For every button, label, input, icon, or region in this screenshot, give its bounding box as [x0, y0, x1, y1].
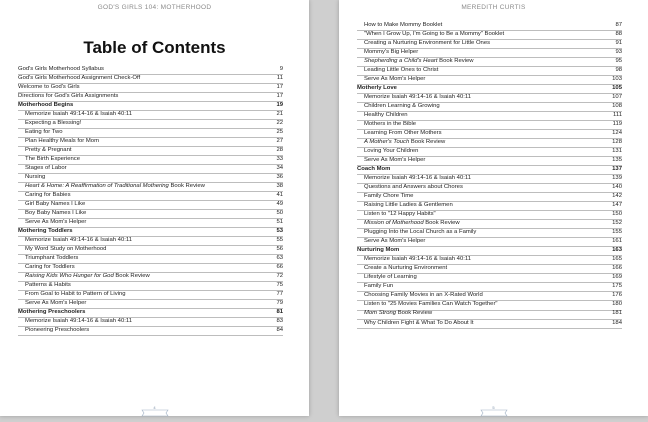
toc-entry-text: Serve As Mom's Helper: [25, 300, 87, 307]
toc-entry-title: [364, 57, 474, 66]
toc-entry-title: [364, 291, 483, 300]
toc-entry-text: Creating a Nurturing Environment for Little Ones: [364, 40, 491, 47]
toc-entry-text: Why Children Fight & What To Do About It: [364, 319, 474, 326]
toc-entry-text: Motherly Love: [357, 85, 397, 92]
toc-entry-page: 51: [276, 219, 283, 226]
toc-entry-text: Memorize Isaiah 49:14-16 & Isaiah 40:11: [364, 175, 471, 182]
toc-entry-text: Memorize Isaiah 49:14-16 & Isaiah 40:11: [364, 256, 471, 263]
toc-entry-title: [364, 93, 471, 102]
toc-entry-title: [357, 165, 390, 174]
toc-entry-text: Memorize Isaiah 49:14-16 & Isaiah 40:11: [364, 94, 471, 101]
toc-entry-title: [18, 227, 73, 236]
toc-entry-text: Questions and Answers about Chores: [364, 184, 463, 191]
toc-entry-page: 88: [615, 31, 622, 37]
toc-entry-text: Healthy Children: [364, 112, 408, 119]
toc-entry-title: [364, 30, 504, 39]
toc-entry-text: Mommy's Big Helper: [364, 49, 419, 56]
toc-entry-title: [364, 156, 425, 165]
toc-entry-title: [25, 272, 150, 281]
toc-entry-title: [364, 66, 438, 75]
toc-entry-page: 108: [612, 103, 622, 110]
toc-entry-title: [25, 281, 71, 290]
toc-entry-title: [364, 75, 425, 84]
right-page: [339, 0, 648, 416]
toc-entry-title: [25, 128, 63, 137]
toc-entry-text: Girl Baby Names I Like: [25, 201, 86, 208]
toc-entry-title: [25, 236, 132, 245]
toc-entry-text: Serve As Mom's Helper: [25, 219, 87, 226]
toc-entry-page: 176: [612, 292, 622, 299]
toc-entry-page: 95: [615, 58, 622, 65]
toc-entry-text: The Birth Experience: [25, 156, 81, 163]
toc-entry-text: Caring for Babies: [25, 192, 71, 199]
toc-entry-title: [364, 174, 471, 183]
toc-entry-page: 49: [276, 201, 283, 208]
toc-entry-title: [364, 120, 416, 129]
toc-entry-text: Choosing Family Movies in an X-Rated World: [364, 292, 483, 299]
toc-entry-text: Book Review: [168, 183, 205, 190]
toc-entry-page: 142: [612, 193, 622, 200]
toc-entry-page: 135: [612, 157, 622, 164]
toc-entry-text: Expecting a Blessing!: [25, 120, 82, 127]
toc-entry-text: Welcome to God's Girls: [18, 84, 80, 91]
toc-entry-page: 9: [279, 65, 283, 72]
toc-entry-page: 81: [276, 309, 283, 316]
toc-entry-text: Family Fun: [364, 283, 394, 290]
toc-entry-title: [364, 138, 445, 147]
toc-entry-title: [25, 209, 86, 218]
toc-entry-text: Memorize Isaiah 49:14-16 & Isaiah 40:11: [25, 237, 132, 244]
toc-entry-text: Mothers in the Bible: [364, 121, 417, 128]
toc-entry-text: Book Review: [396, 310, 433, 317]
toc-entry-text: Mothering Toddlers: [18, 228, 73, 235]
toc-entry-page: 161: [612, 238, 622, 245]
toc-entry-text: Plan Healthy Meals for Mom: [25, 138, 99, 145]
toc-entry-title: [364, 102, 440, 111]
toc-entry-text: Directions for God's Girls Assignments: [18, 93, 119, 100]
running-head: MEREDITH CURTIS: [461, 4, 526, 11]
toc-entry-text: Family Chore Time: [364, 193, 414, 200]
toc-entry-page: 38: [276, 183, 283, 190]
toc-entry-page: 165: [612, 256, 622, 263]
toc-entry-text: Loving Your Children: [364, 148, 419, 155]
toc-entry-title: [18, 83, 80, 92]
toc-entry-page: 66: [276, 264, 283, 271]
toc-entry-title: [364, 219, 460, 228]
toc-entry-page: 83: [276, 318, 283, 325]
toc-entry-page: 27: [276, 138, 283, 145]
toc-entry-page: 56: [276, 246, 283, 253]
toc-entry-page: 17: [276, 84, 283, 91]
toc-entry-title: [364, 282, 393, 291]
toc-entry-title: [25, 326, 89, 335]
toc-entry-title: [25, 245, 106, 254]
toc-entry-page: 105: [612, 85, 622, 92]
toc-entry-text: My Word Study on Motherhood: [25, 246, 107, 253]
toc-entry-text: Mothering Preschoolers: [18, 309, 86, 316]
toc-entry-page: 175: [612, 283, 622, 290]
toc-entry-title: [25, 317, 132, 326]
toc-entry-text: Create a Nurturing Environment: [364, 265, 448, 272]
toc-entry-page: 107: [612, 94, 622, 101]
toc-entry-title: [364, 111, 408, 120]
toc-entry-text: Mom Strong: [364, 310, 397, 317]
toc-entry-text: Serve As Mom's Helper: [364, 157, 426, 164]
toc-entry-page: 103: [612, 76, 622, 83]
toc-entry-title: [25, 119, 81, 128]
toc-entry-text: Book Review: [409, 139, 446, 146]
toc-entry-page: 50: [276, 210, 283, 217]
toc-entry-text: "When I Grow Up, I'm Going to Be a Mommy" Booklet: [364, 31, 505, 37]
toc-entry-title: [25, 191, 71, 200]
toc-entry-text: Shepherding a Child's Heart: [364, 58, 438, 65]
toc-entry-page: 163: [612, 247, 622, 254]
toc-entry-text: Lifestyle of Learning: [364, 274, 417, 281]
toc-entry-text: Eating for Two: [25, 129, 63, 136]
toc-entry-text: Triumphant Toddlers: [25, 255, 79, 262]
toc-entry: [357, 320, 622, 329]
toc-entry-page: 166: [612, 265, 622, 272]
toc-entry-page: 140: [612, 184, 622, 191]
toc-entry-text: Book Review: [423, 220, 460, 227]
toc-entry-page: 33: [276, 156, 283, 163]
toc-entry-text: Pretty & Pregnant: [25, 147, 72, 154]
toc-entry-title: [364, 255, 471, 264]
page-number: 5: [492, 405, 495, 410]
toc-entry-title: [364, 273, 417, 282]
toc-entry-text: Listen to "25 Movies Families Can Watch Together": [364, 301, 498, 308]
toc-entry-text: A Mother's Touch: [364, 139, 410, 146]
toc-entry-page: 180: [612, 301, 622, 308]
toc-entry-page: 53: [276, 228, 283, 235]
toc-entry-text: Nursing: [25, 174, 46, 181]
toc-entry-title: [18, 308, 85, 317]
toc-entry-title: [364, 192, 413, 201]
toc-entry-title: [25, 254, 78, 263]
toc-entry-title: [25, 290, 126, 299]
toc-entry-title: [18, 92, 118, 101]
toc-entry-text: Book Review: [437, 58, 474, 65]
toc-entry-text: Heart & Home: A Reaffirmation of Traditional Mothering: [25, 183, 169, 190]
left-page: [0, 0, 309, 416]
toc-entry-page: 128: [612, 139, 622, 146]
toc-entry-page: 119: [612, 121, 622, 128]
toc-entry-page: 98: [615, 67, 622, 74]
toc-entry-page: 77: [276, 291, 283, 298]
toc-entry-title: [364, 129, 442, 138]
toc-entry-title: [25, 110, 132, 119]
toc-entry-title: [25, 200, 85, 209]
toc-entry-text: Children Learning & Growing: [364, 103, 440, 110]
toc-entry: [357, 274, 622, 283]
toc-entry-title: [25, 155, 80, 164]
toc-entry-text: Plugging Into the Local Church as a Family: [364, 229, 477, 236]
page-number: 4: [153, 405, 156, 410]
toc-entry-title: [25, 299, 86, 308]
toc-entry-text: Book Review: [113, 273, 150, 280]
toc-entry-title: [357, 246, 399, 255]
toc-entry-text: Leading Little Ones to Christ: [364, 67, 439, 74]
toc-entry: [357, 157, 622, 166]
toc-entry-text: God's Girls Motherhood Syllabus: [18, 65, 104, 72]
toc-entry-page: 131: [612, 148, 622, 155]
toc-entry-page: 75: [276, 282, 283, 289]
toc-entry-page: 124: [612, 130, 622, 137]
toc-entry-title: [25, 218, 86, 227]
toc-entry-page: 72: [276, 273, 283, 280]
toc-entry: [18, 165, 283, 174]
page-title: Table of Contents: [83, 38, 226, 57]
toc-entry-text: Coach Mom: [357, 166, 391, 173]
toc-entry-text: Memorize Isaiah 49:14-16 & Isaiah 40:11: [25, 111, 132, 118]
toc-entry-page: 55: [276, 237, 283, 244]
toc-entry-title: [364, 201, 453, 210]
toc-entry-title: [25, 173, 45, 182]
toc-entry-text: Listen to "12 Happy Habits": [364, 211, 436, 218]
toc-entry-page: 19: [276, 102, 283, 109]
toc-entry-page: 87: [615, 21, 622, 28]
toc-entry-title: [25, 146, 72, 155]
toc-entry-page: 91: [615, 40, 622, 47]
toc-entry-text: Memorize Isaiah 49:14-16 & Isaiah 40:11: [25, 318, 132, 325]
toc-entry-page: 181: [612, 310, 622, 317]
toc-entry-page: 17: [276, 93, 283, 100]
toc-entry-title: [364, 264, 447, 273]
toc-entry-page: 36: [276, 174, 283, 181]
toc-entry-title: [25, 137, 99, 146]
toc-entry-text: Raising Little Ladies & Gentlemen: [364, 202, 453, 209]
toc-entry-text: Mission of Motherhood: [364, 220, 424, 227]
toc-entry-title: [364, 309, 432, 318]
toc-entry-text: From Goal to Habit to Pattern of Living: [25, 291, 126, 298]
toc-entry-page: 79: [276, 300, 283, 307]
toc-entry-page: 28: [276, 147, 283, 154]
toc-entry-text: How to Make Mommy Booklet: [364, 21, 443, 28]
toc-entry-page: 11: [276, 75, 283, 81]
toc-entry-page: 34: [276, 165, 283, 172]
toc-entry-title: [364, 39, 490, 48]
toc-entry-title: [364, 147, 418, 156]
toc-entry-text: Caring for Toddlers: [25, 264, 75, 271]
toc-entry-title: [364, 237, 425, 246]
toc-entry-title: [364, 48, 418, 57]
toc-entry-title: [25, 182, 205, 191]
page-footer: [141, 404, 169, 412]
toc-entry-title: [18, 74, 140, 83]
toc-entry-page: 93: [615, 49, 622, 56]
toc-entry-page: 137: [612, 166, 622, 173]
toc-entry-page: 150: [612, 211, 622, 218]
toc-entry-title: [364, 210, 436, 219]
page-footer: [480, 404, 508, 412]
toc-entry-title: [357, 84, 397, 93]
toc-entry-page: 155: [612, 229, 622, 236]
toc-entry-title: [364, 300, 498, 309]
toc-entry-text: Boy Baby Names I Like: [25, 210, 87, 217]
toc-entry-title: [364, 21, 442, 30]
toc-entry-page: 139: [612, 175, 622, 182]
toc-entry-page: 22: [276, 120, 283, 127]
toc-entry-title: [25, 263, 75, 272]
toc-entry-text: Serve As Mom's Helper: [364, 76, 426, 83]
toc-entry-title: [364, 319, 474, 328]
toc-entry-title: [364, 228, 476, 237]
running-head: GOD'S GIRLS 104: MOTHERHOOD: [97, 4, 212, 11]
toc-entry-title: [18, 101, 73, 110]
toc-entry-page: 63: [276, 255, 283, 262]
toc-entry-text: Raising Kids Who Hunger for God: [25, 273, 114, 280]
toc-entry-page: 111: [613, 112, 622, 119]
toc-entry-page: 169: [612, 274, 622, 281]
toc-entry-page: 84: [276, 327, 283, 334]
toc-entry-title: [364, 183, 463, 192]
toc-entry: [18, 327, 283, 336]
toc-entry-page: 41: [276, 192, 283, 199]
toc-entry-text: God's Girls Motherhood Assignment Check-Off: [18, 75, 141, 81]
toc-entry-text: Patterns & Habits: [25, 282, 71, 289]
toc-entry-title: [25, 164, 67, 173]
toc-entry-page: 21: [276, 111, 283, 118]
toc-entry-page: 147: [612, 202, 622, 209]
toc-entry-text: Stages of Labor: [25, 165, 67, 172]
toc-entry-text: Learning From Other Mothers: [364, 130, 442, 137]
toc-entry-text: Serve As Mom's Helper: [364, 238, 426, 245]
toc-entry-page: 184: [612, 319, 622, 326]
toc-entry-text: Nurturing Mom: [357, 247, 400, 254]
toc-list: [357, 22, 622, 329]
toc-entry-page: 152: [612, 220, 622, 227]
toc-entry-title: [18, 65, 104, 74]
toc-list: [18, 66, 283, 336]
toc-entry-text: Motherhood Begins: [18, 102, 74, 109]
toc-entry-page: 25: [276, 129, 283, 136]
toc-entry-text: Pioneering Preschoolers: [25, 327, 90, 334]
